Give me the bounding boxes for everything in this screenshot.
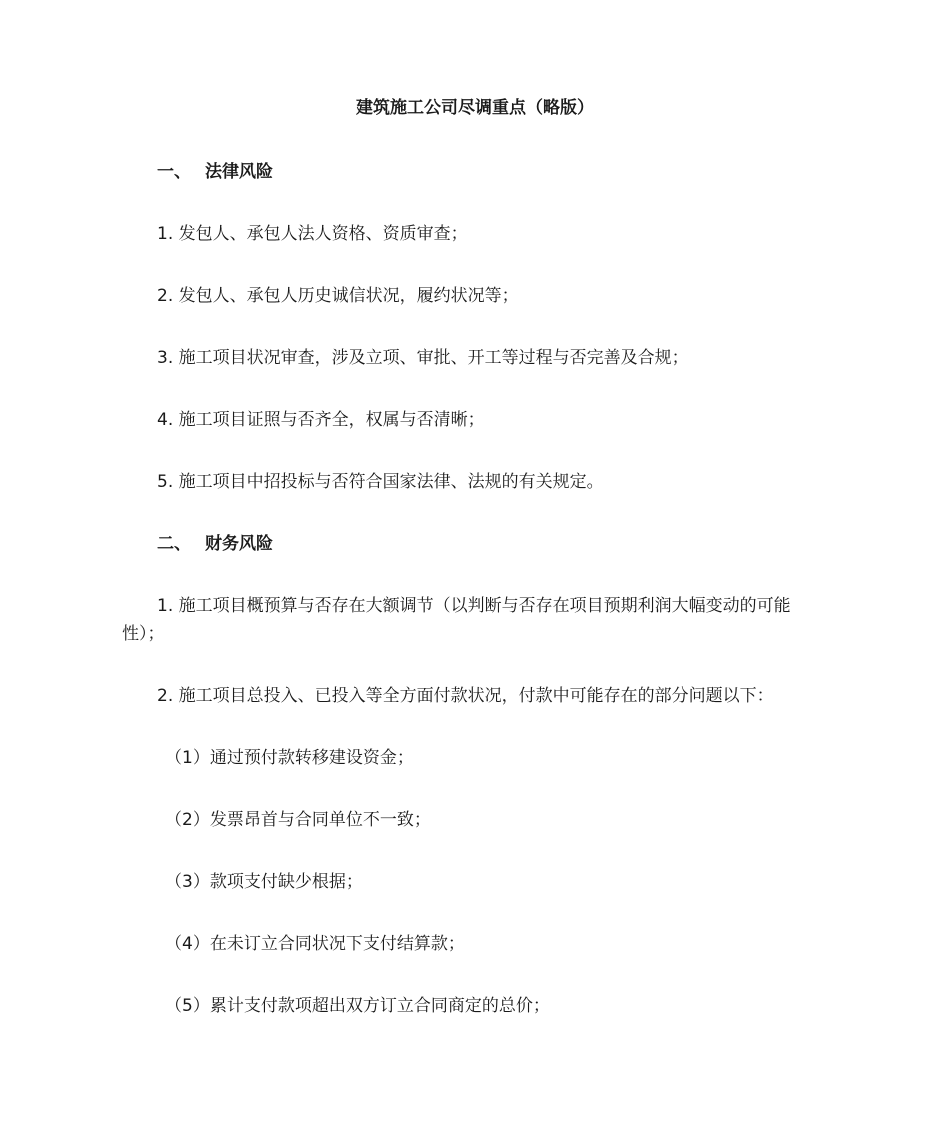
section-number: 二、 xyxy=(157,534,191,554)
sub-list-item: （5）累计支付款项超出双方订立合同商定的总价； xyxy=(165,996,550,1016)
section-title: 财务风险 xyxy=(205,534,273,554)
list-item: 4. 施工项目证照与否齐全，权属与否清晰； xyxy=(157,410,485,430)
list-item: 2. 发包人、承包人历史诚信状况，履约状况等； xyxy=(157,286,519,306)
section-number: 一、 xyxy=(157,162,191,182)
sub-list-item: （1）通过预付款转移建设资金； xyxy=(165,748,414,768)
list-item: 5. 施工项目中招投标与否符合国家法律、法规的有关规定。 xyxy=(157,472,604,492)
section-heading-financial-risk xyxy=(157,532,273,556)
sub-list-item: （2）发票昂首与合同单位不一致； xyxy=(165,810,431,830)
list-item xyxy=(122,592,842,648)
list-item-line: 1. 施工项目概预算与否存在大额调节（以判断与否存在项目预期利润大幅变动的可能 xyxy=(157,596,791,616)
sub-list-item: （4）在未订立合同状况下支付结算款； xyxy=(165,934,465,954)
list-item: 2. 施工项目总投入、已投入等全方面付款状况，付款中可能存在的部分问题以下： xyxy=(157,686,774,706)
section-title: 法律风险 xyxy=(205,162,273,182)
list-item: 3. 施工项目状况审查，涉及立项、审批、开工等过程与否完善及合规； xyxy=(157,348,689,368)
list-item: 1. 发包人、承包人法人资格、资质审查； xyxy=(157,224,468,244)
sub-list-item: （3）款项支付缺少根据； xyxy=(165,872,363,892)
document-title: 建筑施工公司尽调重点（略版） xyxy=(356,98,594,118)
list-item-line: 性）； xyxy=(122,624,165,644)
section-heading-legal-risk xyxy=(157,160,273,184)
